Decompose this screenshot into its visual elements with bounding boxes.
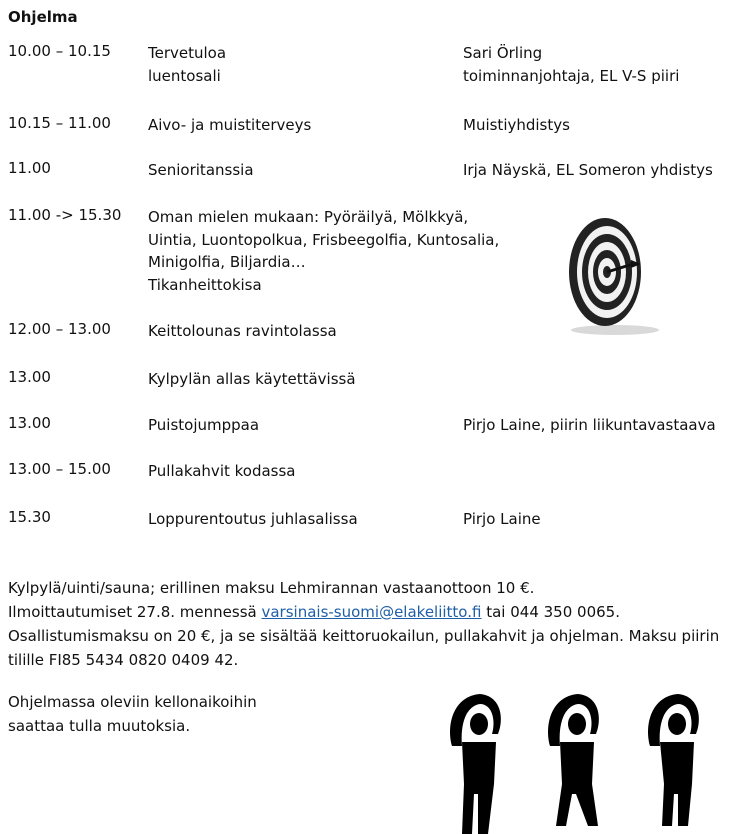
info-section [8,576,744,672]
program-title: Ohjelma [8,8,78,26]
row-activity-line: Minigolfia, Biljardia… [148,253,306,271]
email-link[interactable]: varsinais-suomi@elakeliitto.fi [261,603,482,621]
row-activity-line: Keittolounas ravintolassa [148,322,337,340]
row-time: 13.00 – 15.00 [8,460,111,478]
row-activity [148,42,226,87]
registration-phone: tai 044 350 0065. [481,603,620,621]
row-activity-line: Oman mielen mukaan: Pyöräilyä, Mölkkyä, [148,208,469,226]
row-host-line: Muistiyhdistys [463,116,570,134]
row-host-line: Pirjo Laine, piirin liikuntavastaava [463,416,716,434]
row-time: 11.00 -> 15.30 [8,206,122,224]
row-time: 13.00 [8,368,51,386]
row-activity [148,508,358,531]
row-time: 10.15 – 11.00 [8,114,111,132]
row-activity [148,414,259,437]
row-activity-line: Pullakahvit kodassa [148,462,296,480]
row-activity-line: luentosali [148,66,221,85]
row-activity-line: Loppurentoutus juhlasalissa [148,510,358,528]
row-host-line: Sari Örling [463,44,543,62]
row-activity [148,368,356,391]
row-time: 13.00 [8,414,51,432]
info-registration [8,600,744,624]
row-host [463,508,541,531]
row-activity-line: Uintia, Luontopolkua, Frisbeegolfia, Kuntosalia, [148,230,500,249]
row-activity [148,159,254,182]
row-activity [148,460,296,483]
row-activity-line: Tikanheittokisa [148,275,262,294]
row-host-line: Pirjo Laine [463,510,541,528]
row-activity-line: Tervetuloa [148,44,227,62]
stretching-people-silhouettes [432,684,732,834]
schedule-change-note: Ohjelmassa oleviin kellonaikoihin saattaa tulla muutoksia. [8,693,257,735]
registration-text: Ilmoittautumiset 27.8. mennessä [8,603,262,621]
row-activity [148,320,337,343]
row-host-line: Irja Näyskä, EL Someron yhdistys [463,161,713,179]
row-activity [148,114,311,137]
row-activity [148,206,499,296]
row-host [463,159,713,182]
row-host-line: toiminnanjohtaja, EL V-S piiri [463,66,680,85]
info-spa-fee: Kylpylä/uinti/sauna; erillinen maksu Lehmirannan vastaanottoon 10 €. [8,579,535,597]
row-activity-line: Kylpylän allas käytettävissä [148,370,356,388]
row-time: 12.00 – 13.00 [8,320,111,338]
dartboard-target-icon [565,212,685,337]
row-activity-line: Senioritanssia [148,161,254,179]
row-activity-line: Aivo- ja muistiterveys [148,116,312,134]
row-host [463,114,570,137]
info-fee: Osallistumismaksu on 20 €, ja se sisältää keittoruokailun, pullakahvit ja ohjelman. Maksu piirin tilille FI85 5434 0820 0409 42. [8,627,720,669]
row-activity-line: Puistojumppaa [148,416,260,434]
row-host [463,414,716,437]
row-host [463,42,679,87]
row-time: 11.00 [8,159,51,177]
row-time: 15.30 [8,508,51,526]
row-time: 10.00 – 10.15 [8,42,111,60]
